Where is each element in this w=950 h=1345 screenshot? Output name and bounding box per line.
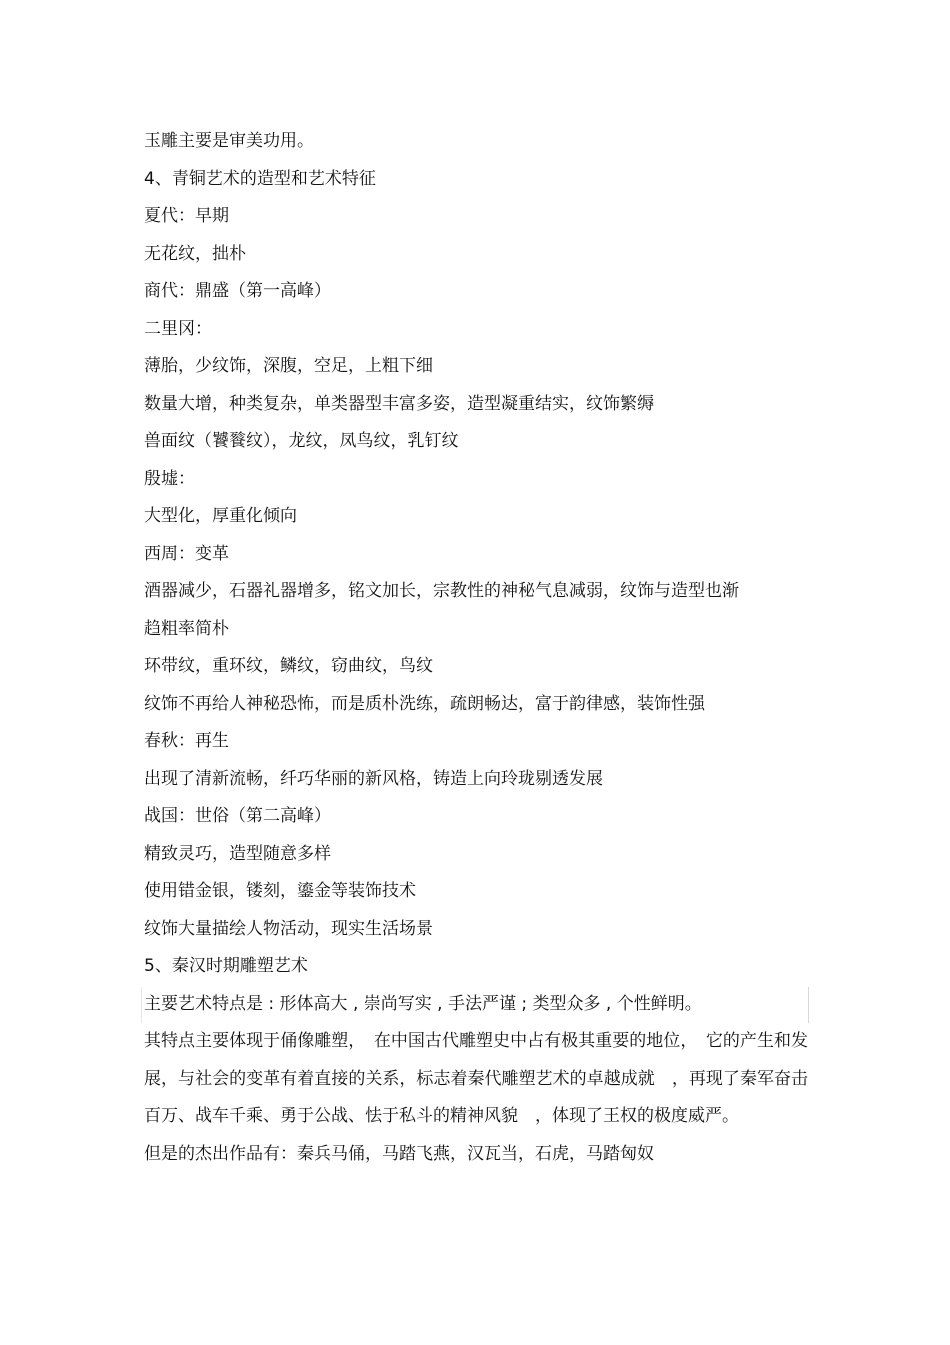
text-line: 商代：鼎盛（第一高峰） [144, 281, 331, 301]
text-line: 出现了清新流畅，纤巧华丽的新风格，铸造上向玲珑剔透发展 [144, 768, 603, 789]
text-line: 使用错金银，镂刻，鎏金等装饰技术 [144, 881, 416, 901]
text-line: 酒器减少，石器礼器增多，铭文加长，宗教性的神秘气息减弱，纹饰与造型也渐 [144, 581, 739, 601]
text-line: 纹饰大量描绘人物活动，现实生活场景 [144, 918, 433, 939]
text-line: 趋粗率简朴 [144, 618, 229, 639]
text-line: 但是的杰出作品有：秦兵马俑，马踏飞燕，汉瓦当，石虎，马踏匈奴 [144, 1143, 654, 1164]
paragraph-terracotta: 其特点主要体现于俑像雕塑， 在中国古代雕塑史中占有极其重要的地位， 它的产生和发展，与社会的变革有着直接的关系，标志着秦代雕塑艺术的卓越成就 ，再现了秦军奋击百万、战车千乘、勇于公战、怯于私斗的精神风貌 ，体现了王权的极度威严。 [144, 1031, 808, 1126]
text-line: 春秋：再生 [144, 731, 229, 751]
text-line: 无花纹，拙朴 [144, 243, 246, 264]
text-line: 精致灵巧，造型随意多样 [144, 843, 331, 864]
text-line: 夏代：早期 [144, 206, 229, 226]
text-line: 纹饰不再给人神秘恐怖，而是质朴洗练，疏朗畅达，富于韵律感，装饰性强 [144, 693, 705, 714]
document-body [144, 123, 808, 1173]
text-line: 兽面纹（饕餮纹），龙纹，凤鸟纹，乳钉纹 [144, 431, 459, 451]
section-heading-qinhan: 5、秦汉时期雕塑艺术 [144, 956, 308, 976]
text-line: 数量大增，种类复杂，单类器型丰富多姿，造型凝重结实，纹饰繁缛 [144, 393, 654, 414]
text-line: 战国：世俗（第二高峰） [144, 806, 331, 826]
text-line: 薄胎，少纹饰，深腹，空足，上粗下细 [144, 356, 433, 376]
text-line-boxed: 主要艺术特点是 : 形体高大 , 崇尚写实 , 手法严谨 ; 类型众多 , 个性鲜明。 [144, 986, 808, 1024]
text-line: 二里冈： [144, 318, 212, 339]
text-line: 玉雕主要是审美功用。 [144, 131, 314, 151]
text-line: 西周：变革 [144, 543, 229, 564]
section-heading-bronze: 4、青铜艺术的造型和艺术特征 [144, 168, 376, 189]
text-line: 环带纹，重环纹，鳞纹，窃曲纹，鸟纹 [144, 656, 433, 676]
text-line: 殷墟： [144, 468, 195, 489]
text-line: 大型化，厚重化倾向 [144, 506, 297, 526]
